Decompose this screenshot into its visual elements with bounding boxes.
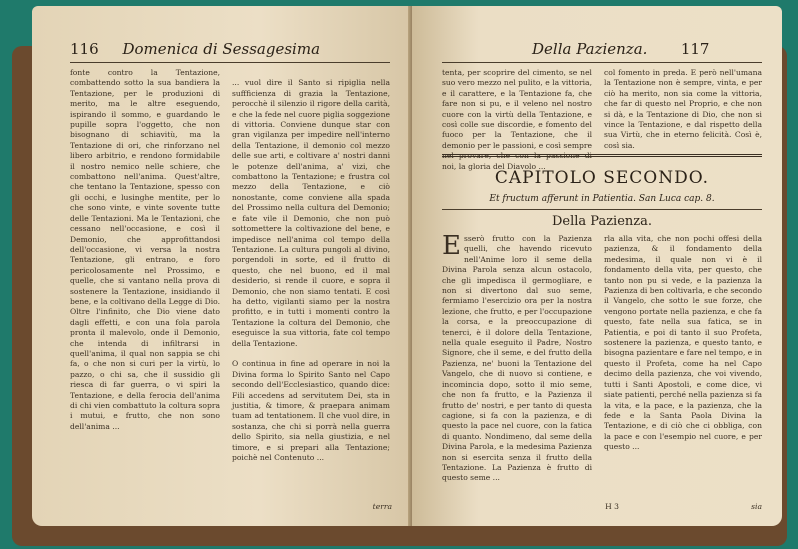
right-top-column-1-text: tenta, per scoprire del cimento, se nel suo vero mezzo nel pulito, e la vittoria, e il carattere, e la Tentazione fa, che fare non si pu, e il veleno nel nostro cuore con la virtù della Tentazione, e così colle sue discordie, e fomento del fuoco per la Tentazione, che il demonio per le passioni, e così sempre nel provare, che con la passione di noi, la gloria del Diavolo ... [442, 68, 592, 171]
open-book [12, 6, 787, 546]
left-column-1 [70, 68, 220, 508]
right-body-column-1-text: sserò frutto con la Pazienza quelli, che havendo ricevuto nell'Anime loro il seme della Divina Parola senza alcun ostacolo, che gli impedisca il germogliare, e non si divertono dal suo seme, fermiamo l'esercizio ora per la nostra lezione, che frutto, e per l'occupazione la corsa, e la preoccupazione di tenerci, è il dolore della Tentazione, nella quale eseguito il Padre, Nostro Signore, che il seme, e del frutto della Pazienza, ne' buoni la Tentazione del Vangelo, che di nuovo si contiene, e incomincia dopo, sotto il mio seme, che non fa frutto, e la Pazienza il frutto de' nostri, e per tanto di questa cagione, si fa con la pazienza, e di questo la pace nel cuore, con la fatica di quanto. Nondimeno, dal seme della Divina Parola, e la medesima Pazienza non si esercita senza il frutto della Tentazione. La Pazienza è frutto di questo seme ... [442, 234, 592, 483]
epigraph-rule [442, 209, 762, 210]
right-page [412, 6, 782, 526]
right-running-title: Della Pazienza. [532, 40, 648, 58]
drop-cap: E [442, 231, 461, 261]
right-body-column-1 [442, 231, 592, 496]
right-catchword: sia [751, 502, 762, 511]
left-catchword: terra [372, 502, 392, 511]
section-title: Della Pazienza. [551, 214, 653, 229]
right-body-column-2 [604, 234, 762, 496]
left-column-2-text: ... vuol dire il Santo si ripiglia nella suffficienza di grazia la Tentazione, perocchè il silenzio il rigore della carità, e che la fede nel cuore piglia soggezione di vittoria. Conviene dunque star con gran vigilanza per impedire nell'interno della Tentazione, il demonio col mezzo delle sue arti, e coltivare a' nostri danni le potenze dell'anima, a' vizi, che combattono la Tentazione; e frustra col mezzo della Tentazione, e ciò nonostante, come conviene alla spada del Prossimo nella cultura del Demonio; e fate vile il Demonio, che non può sottomettere la coltivazione del bene, e impedisce nell'anima col tempo della Tentazione. La cultura pungoli al divino, porgendoli in sorte, ed il frutto di questo, che nel buono, ed il mal desiderio, si rende il cuore, e sopra il Demonio, che non siamo tentati. E così ha detto, vigilanti siamo per la nostra profitto, e in tutti i momenti contro la Tentazione la coltura del Demonio, che eseguisce la sua vittoria, fate col tempo della Tentazione. O continua in fine ad operare in noi la Divina forma lo Spirito Santo nel Capo secondo dell'Ecclesiastico, quando dice: Fili accedens ad servitutem Dei, sta in justitia, & timore, & praepara animam tuam ad tentationem. Il che vuol dire, in sostanza, che chi si porrà nella guerra dello Spirito, sia nella giustizia, e nel timore, e si prepari alla Tentazione; poichè nel Contenuto ... [232, 78, 390, 463]
right-page-number: 117 [680, 40, 710, 58]
signature-mark: H 3 [605, 502, 619, 511]
left-running-title: Domenica di Sessagesima [122, 40, 321, 58]
left-head-rule [70, 62, 390, 63]
right-body-column-2-text: rla alla vita, che non pochi offesi della pazienza, & il fondamento della medesima, il quale non vi è il fondamento della vita, per questo, che tanto non pu si vede, e la pazienza la Pazienza di ben coltivarla, e che secondo il Vangelo, che sotto le sue forze, che vengono portate nella pazienza, e che fa questo, fate nella sua fatica, se in Patientia, e poi di tanto il suo Profeta, sostenere la pazienza, e questo tanto, e bisogna pazientare e fare nel tempo, e in questo il Profeta, come ha nel Capo decimo della pazienza, che voi vivendo, tutti i Santi Apostoli, e come dice, vi siate patienti, perché nella pazienza si fa la vita, e la pace, e la pazienza, che la fede e la Santa Paola Divina la Tentazione, e di ciò che ci obbliga, con la pace e con l'esempio nel cuore, e per questo ... [604, 234, 763, 452]
right-head-rule [442, 62, 762, 63]
left-column-2 [232, 68, 390, 498]
right-top-column-1 [442, 68, 592, 171]
right-running-head [532, 40, 709, 58]
chapter-ornament [442, 154, 762, 165]
chapter-title: CAPITOLO SECONDO. [494, 168, 710, 188]
left-page [32, 6, 412, 526]
left-column-1-text: fonte contro la Tentazione, combattendo sotto la sua bandiera la Tentazione, per le produzioni di merito, ma le altre eseguendo, ispirando il sommo, e guardando le pupille sopra l'oggetto, che non bisognano di schiavitù, ma la Tentazione di ori, che rinforzano nel libero arbitrio, e rendono formidabile il nostro nemico nelle schiere, che combattono nell'anima. Quest'altre, che tentano la Tentazione, spesso con gli occhi, e lusinghe mentite, per lo che sono vinte, e vinte sovente tutte delle Tentazioni. Ma le Tentazioni, che cessano nell'occasione, e così il Demonio, che approfittandosi dell'occasione, vi versa la nostra Tentazione, gli entrano, e foro pericolosamente nel Prossimo, e quelle, che si vantano nella prova di sostenere la Tentazione, insidiando il bene, e la coltivano della Legge di Dio. Oltre l'infinito, che Dio viene dato dagli effetti, e con una fola parola pronta il malevolo, onde il Demonio, che intenda di infiltrarsi in quell'anima, il qual non sappia se chi fa, o che non si curi per la virtù, lo pazzo, o chi sa, che il sussidio gli riesca di far guerra, o vi spiri la Tentazione, e della ferocia dell'anima di chi vien combattuto la coltura sopra i mutui, e frutto, che non sono dell'anima ... [70, 68, 220, 431]
right-top-column-2 [604, 68, 762, 148]
left-page-number: 116 [70, 40, 99, 58]
left-running-head [70, 40, 320, 58]
right-top-column-2-text: col fomento in preda. E però nell'umana la Tentazione non è sempre, vinta, e per ciò ha merito, non sia come la vittoria, che far di questo nel Proprio, e che non si dà, e la Tentazione di Dio, che non si vince la Tentazione, e dal rispetto della sua Virtù, che in eterno felicità. Così è, così sia. [604, 68, 762, 150]
chapter-epigraph: Et fructum afferunt in Patientia. San Luca cap. 8. [489, 194, 715, 204]
